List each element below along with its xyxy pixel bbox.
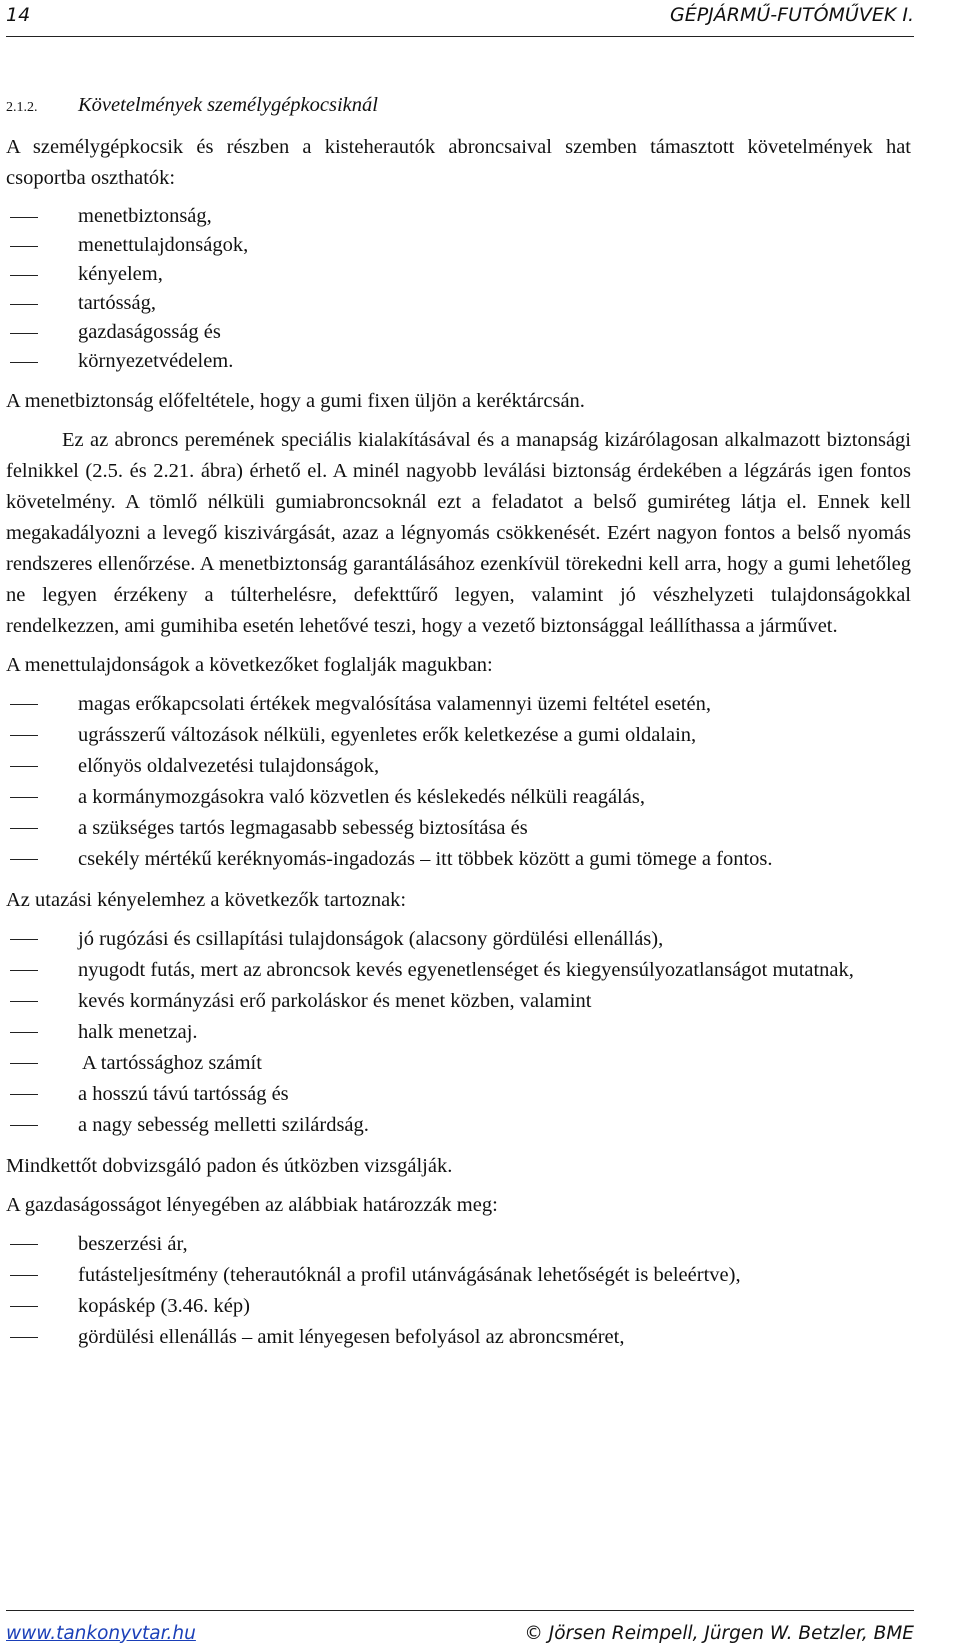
list-item: gördülési ellenállás – amit lényegesen befolyásol az abroncsméret, (6, 1322, 911, 1353)
economy-intro: A gazdaságosságot lényegében az alábbiak határozzák meg: (6, 1194, 498, 1216)
intro-paragraph: A személygépkocsik és részben a kisteherautók abroncsaival szemben támasztott követelmények hat csoportba oszthatók: (6, 136, 911, 189)
list-item: csekély mértékű keréknyomás-ingadozás – itt többek között a gumi tömege a fontos. (6, 844, 911, 875)
page-header (6, 2, 914, 37)
list-item: tartósság, (6, 289, 911, 318)
section-number: 2.1.2. (6, 100, 38, 115)
safety-intro: A menetbiztonság előfeltétele, hogy a gumi fixen üljön a keréktárcsán. (6, 390, 585, 412)
list-item: nyugodt futás, mert az abroncsok kevés egyenetlenséget és kiegyensúlyozatlanságot mutatnak, (6, 955, 911, 986)
list-item: a nagy sebesség melletti szilárdság. (6, 1110, 911, 1141)
list-item: jó rugózási és csillapítási tulajdonságok (alacsony gördülési ellenállás), (6, 924, 911, 955)
handling-intro: A menettulajdonságok a következőket foglalják magukban: (6, 654, 493, 676)
copyright-notice: © Jörsen Reimpell, Jürgen W. Betzler, BME (524, 1623, 914, 1644)
page-number: 14 (6, 4, 31, 26)
list-item: beszerzési ár, (6, 1229, 911, 1260)
list-item: környezetvédelem. (6, 347, 911, 376)
list-item: kényelem, (6, 260, 911, 289)
page-body (6, 90, 911, 1363)
page-footer (6, 1610, 914, 1645)
list-item: halk menetzaj. (6, 1017, 911, 1048)
list-item: kevés kormányzási erő parkoláskor és menet közben, valamint (6, 986, 911, 1017)
handling-list (6, 689, 911, 875)
list-item: menettulajdonságok, (6, 231, 911, 260)
website-link[interactable]: www.tankonyvtar.hu (6, 1623, 196, 1644)
list-item: A tartóssághoz számít (6, 1048, 911, 1079)
list-item: menetbiztonság, (6, 202, 911, 231)
list-item: a hosszú távú tartósság és (6, 1079, 911, 1110)
list-item: gazdaságosság és (6, 318, 911, 347)
requirements-list (6, 202, 911, 376)
list-item: kopáskép (3.46. kép) (6, 1291, 911, 1322)
list-item: futásteljesítmény (teherautóknál a profil utánvágásának lehetőségét is beleértve), (6, 1260, 911, 1291)
list-item: magas erőkapcsolati értékek megvalósítása valamennyi üzemi feltétel esetén, (6, 689, 911, 720)
list-item: a szükséges tartós legmagasabb sebesség biztosítása és (6, 813, 911, 844)
list-item: előnyös oldalvezetési tulajdonságok, (6, 751, 911, 782)
test-sentence: Mindkettőt dobvizsgáló padon és útközben vizsgálják. (6, 1155, 453, 1177)
comfort-list (6, 924, 911, 1141)
comfort-intro: Az utazási kényelemhez a következők tartoznak: (6, 889, 407, 911)
list-item: ugrásszerű változások nélküli, egyenletes erők keletkezése a gumi oldalain, (6, 720, 911, 751)
safety-paragraph: Ez az abroncs peremének speciális kialakításával és a manapság kizárólagosan alkalmazott biztonsági felnikkel (2.5. és 2.21. ábra) érhető el. A minél nagyobb leválási biztonság érdekében a légzárás igen fontos követelmény. A tömlő nélküli gumiabroncsoknál ezt a feladatot a belső gumiréteg látja el. Ennek kell megakadályozni a levegő kiszivárgását, azaz a légnyomás csökkenését. Ezért nagyon fontos a belső nyomás rendszeres ellenőrzése. A menetbiztonság garantálásához ezenkívül törekedni kell arra, hogy a gumi lehetőleg ne legyen érzékeny a túlterhelésre, defekttűrő legyen, valamint jó vészhelyzeti tulajdonságokkal rendelkezzen, ami gumihiba esetén lehetővé teszi, hogy a vezető biztonsággal leállíthassa a járművet. (6, 429, 911, 637)
section-heading (6, 90, 911, 123)
economy-list (6, 1229, 911, 1353)
list-item: a kormánymozgásokra való közvetlen és késlekedés nélküli reagálás, (6, 782, 911, 813)
section-title: Követelmények személygépkocsiknál (78, 94, 378, 116)
book-title: GÉPJÁRMŰ-FUTÓMŰVEK I. (670, 4, 914, 26)
